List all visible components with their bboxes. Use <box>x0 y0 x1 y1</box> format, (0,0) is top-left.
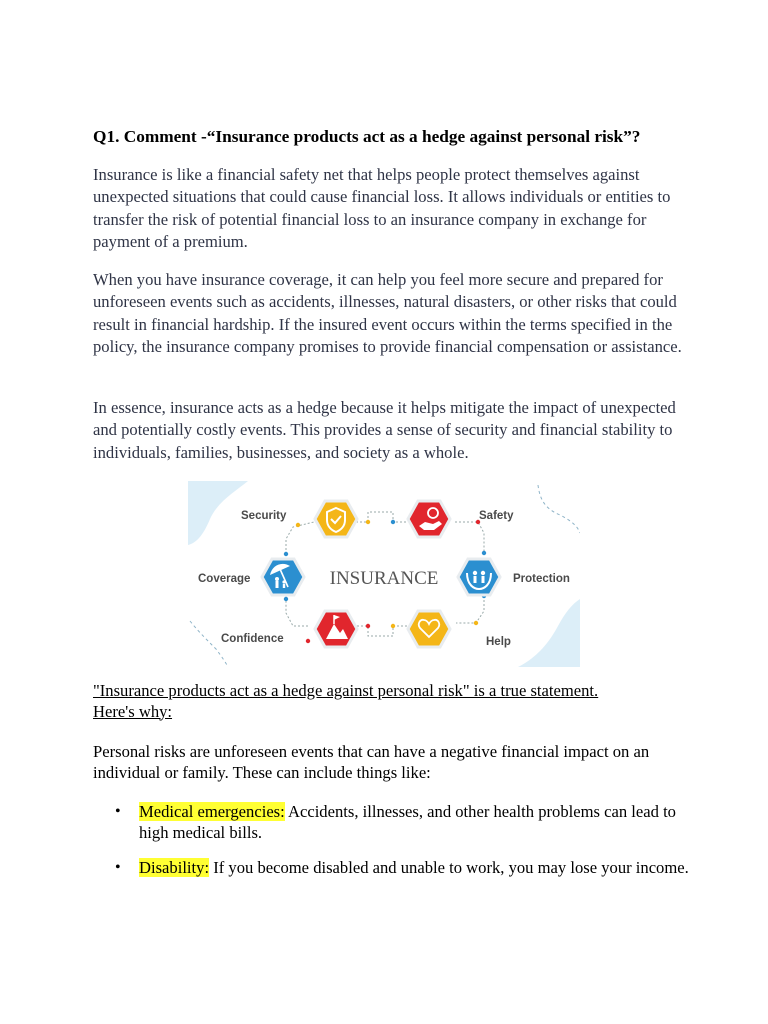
label-confidence: Confidence <box>221 633 284 645</box>
question-heading: Q1. Comment -“Insurance products act as a hedge against personal risk”? <box>93 127 641 146</box>
bullet-text: Accidents, illnesses, and other health problems can lead to high medical bills. <box>139 802 676 842</box>
bullet-list-item-1 <box>93 802 693 843</box>
statement-line-2: Here's why: <box>93 701 173 721</box>
bullet-text: If you become disabled and unable to work, you may lose your income. <box>209 858 689 877</box>
infographic-svg <box>188 481 580 667</box>
label-protection: Protection <box>513 573 570 585</box>
statement-line-1: "Insurance products act as a hedge against personal risk" is a true statement. <box>93 681 599 700</box>
security-hexagon <box>315 501 357 537</box>
bg-accent-top-left <box>188 481 248 545</box>
insurance-infographic <box>188 481 580 667</box>
safety-hexagon <box>408 501 450 537</box>
confidence-hexagon <box>315 611 357 647</box>
label-security: Security <box>241 510 287 522</box>
paragraph-1: Insurance is like a financial safety net that helps people protect themselves against unexpected situations that could cause financial loss. It allows individuals or entities to transfer the risk of potential financial loss to an insurance company in exchange for payment of a premium. <box>93 165 671 252</box>
help-hexagon <box>408 611 450 647</box>
protection-hexagon <box>458 559 500 595</box>
list-item <box>93 802 693 843</box>
label-help: Help <box>486 636 511 648</box>
bullet-term: Medical emergencies: <box>139 802 285 821</box>
center-label: INSURANCE <box>329 568 439 589</box>
bg-accent-bottom-right <box>518 599 580 667</box>
paragraph-2: When you have insurance coverage, it can help you feel more secure and prepared for unforeseen events such as accidents, illnesses, natural disasters, or other risks that could result in financial hardship. If the insured event occurs within the terms specified in the policy, the insurance company promises to provide financial compensation or assistance. <box>93 270 682 357</box>
label-safety: Safety <box>479 510 514 522</box>
intro-paragraph: Personal risks are unforeseen events that can have a negative financial impact on an individual or family. These can include things like: <box>93 742 650 782</box>
bullet-marker: • <box>115 803 121 820</box>
bullet-marker: • <box>115 859 121 876</box>
coverage-hexagon <box>262 559 304 595</box>
statement-block <box>93 681 693 722</box>
bullet-term: Disability: <box>139 858 210 877</box>
paragraph-3: In essence, insurance acts as a hedge because it helps mitigate the impact of unexpected and potentially costly events. This provides a sense of security and financial stability to individuals, families, businesses, and society as a whole. <box>93 398 676 462</box>
bullet-list-item-2 <box>93 858 693 879</box>
label-coverage: Coverage <box>198 573 251 585</box>
list-item <box>93 858 693 879</box>
